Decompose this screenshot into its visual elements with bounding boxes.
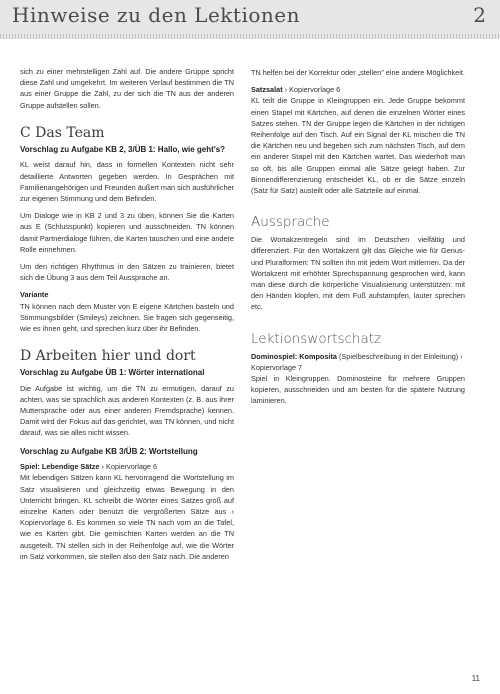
paragraph: Um Dialoge wie in KB 2 und 3 zu üben, können Sie die Karten aus E (Schlusspunkt) kopieren und ausschneiden. TN können damit Partnerdialoge führen, die Karten tauschen und eine andere Rolle einnehmen.	[20, 211, 234, 254]
section-heading-c: C Das Team	[20, 124, 105, 141]
domino-line	[251, 351, 465, 373]
paragraph: TN helfen bei der Korrektur oder „stellen" eine andere Möglichkeit.	[251, 68, 465, 77]
section-heading-lektionswortschatz: Lektionswortschatz	[251, 330, 382, 347]
section-heading-aussprache: Aussprache	[251, 214, 330, 231]
satzsalat-label: Satzsalat	[251, 85, 283, 95]
paragraph: sich zu einer mehrstelligen Zahl auf. Die andere Gruppe spricht diese Zahl und umgekehrt. Im weiteren Verlauf bestimmen die TN aus einer Gruppe die Zahl, zu der sich die TN aus der anderen Gruppe aufstellen sollen.	[20, 67, 234, 110]
paragraph: Um den richtigen Rhythmus in den Sätzen zu trainieren, bietet sich die Übung 3 aus dem Teil Aussprache an.	[20, 261, 234, 283]
page-number: 11	[471, 674, 480, 683]
spiel-line	[20, 461, 234, 472]
domino-label: Dominospiel: Komposita	[251, 351, 337, 361]
paragraph: Mit lebendigen Sätzen kann KL hervorragend die Wortstellung im Satz visualisieren und gleichzeitig etwas Bewegung in den Unterricht bringen. KL schreibt die Wörter eines Satzes groß auf einzelne Karten oder benutzt die vergrößerten Sätze aus › Kopiervorlage 6. Es kommen so viele TN nach vorn an die Tafel, wie es Karten gibt. Die gemischten Karten werden an die TN ausgeteilt. TN stellen sich in der Reihenfolge auf, wie die Wörter im Satz vorkommen, sie stellen also den Satz nach. Die anderen	[20, 473, 234, 561]
domino-ref: (Spielbeschreibung in der Einleitung) › Kopiervorlage 7	[251, 351, 463, 372]
left-column	[20, 66, 234, 568]
chapter-number: 2	[473, 3, 486, 27]
subheading: Vorschlag zu Aufgabe KB 2, 3/ÜB 1: Hallo, wie geht's?	[20, 144, 226, 154]
paragraph: Die Wortakzentregeln sind im Deutschen vielfältig und differenziert. Für den Wortakzent gilt das Gleiche wie für Genus- und Pluralformen: TN sollten ihn mit jedem Wort mitlernen. Da der Wortakzent mit erhöhter Sprechspannung gesprochen wird, kann man diese durch die körperliche Visualisierung unterstützen: mit den Händen klopfen, mit dem Fuß aufstampfen, lauter sprechen etc.	[251, 235, 465, 312]
subheading: Vorschlag zu Aufgabe KB 3/ÜB 2: Wortstellung	[20, 446, 198, 456]
paragraph: TN können nach dem Muster von E eigene Kärtchen basteln und Stimmungsbilder (Smileys) zeichnen. Sie fragen sich gegenseitig, wie es ihnen geht, und sprechen kurz über ihr Befinden.	[20, 301, 234, 333]
paragraph: Spiel in Kleingruppen. Dominosteine für mehrere Gruppen kopieren, ausschneiden und am besten für die spätere Nutzung laminieren.	[251, 374, 465, 406]
header-stripe	[0, 34, 500, 39]
satzsalat-line	[251, 84, 465, 95]
chapter-header	[0, 0, 500, 34]
right-column	[251, 67, 465, 413]
chapter-title: Hinweise zu den Lektionen	[12, 3, 300, 27]
subheading: Vorschlag zu Aufgabe ÜB 1: Wörter international	[20, 368, 205, 378]
paragraph: Die Aufgabe ist wichtig, um die TN zu ermutigen, darauf zu achten, was sie sprachlich aus anderen Kontexten (z. B. aus ihrer Muttersprache oder aus einer anderen Fremdsprache) kennen. Damit wird der Fokus auf das gerichtet, was TN können, und nicht darauf, was sie alles nicht wissen.	[20, 383, 234, 438]
spiel-label: Spiel: Lebendige Sätze	[20, 462, 100, 472]
paragraph: KL weist darauf hin, dass in formellen Kontexten nicht sehr detaillierte Antworten gegeben werden. In Gesprächen mit Familienangehörigen und Freunden äußert man sich ausführlicher zur eigenen Stimmung und dem Befinden.	[20, 160, 234, 203]
satzsalat-ref: › Kopiervorlage 6	[282, 85, 341, 95]
paragraph: KL teilt die Gruppe in Kleingruppen ein. Jede Gruppe bekommt einen Stapel mit Kärtchen, auf denen die einzelnen Wörter eines Satzes stehen. TN der Gruppe legen die Kärtchen in der richtigen Reihenfolge auf den Tisch. Auf ein Signal der KL mischen die TN die Kärtchen neu und begeben sich zum nächsten Tisch, auf dem ein anderer Stapel mit den Kärtchen wartet. Das wiederholt man so oft, bis alle Gruppen einmal alle Sätze gelegt haben. Zur Binnendifferenzierung entscheidet KL, ob er die Sätze einzeln (Satz für Satz) austeilt oder alle Satzteile auf einmal.	[251, 96, 465, 196]
variante-label: Variante	[20, 290, 49, 300]
section-heading-d: D Arbeiten hier und dort	[20, 348, 196, 365]
spiel-ref: › Kopiervorlage 6	[99, 462, 158, 472]
